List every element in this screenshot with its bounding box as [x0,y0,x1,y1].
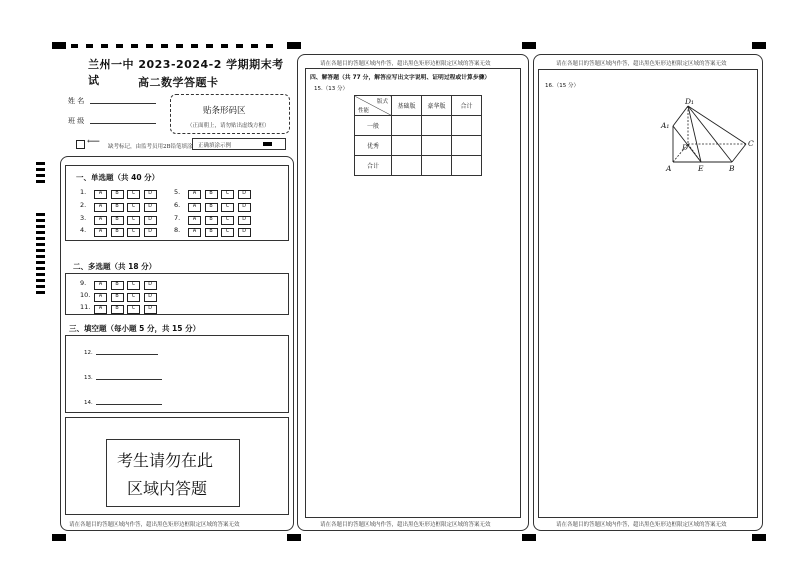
side-mark [36,243,45,246]
question-number: 6. [174,201,181,209]
question-number: 8. [174,226,181,234]
class-field[interactable] [68,116,84,126]
question-row[interactable] [174,201,254,212]
option-d[interactable]: D [144,216,157,225]
option-b[interactable]: B [111,203,124,212]
option-d[interactable]: D [238,190,251,199]
label-e: E [698,164,704,173]
option-c[interactable]: C [221,228,234,237]
side-mark [36,162,45,165]
notice-text: 请在各题目的答题区域内作答，超出黑色矩形边框限定区域的答案无效 [320,522,491,528]
fill-blank-title: 三、填空题（每小题 5 分，共 15 分） [69,324,201,333]
question-row[interactable] [80,279,160,290]
table-corner-cell [355,96,392,116]
side-mark [36,174,45,177]
option-d[interactable]: D [238,228,251,237]
no-answer-zone [65,417,289,515]
option-a[interactable]: A [94,203,107,212]
timing-mark [206,44,213,48]
label-a: A [666,164,672,173]
timing-mark [266,44,273,48]
question-row[interactable] [80,226,160,237]
question-row[interactable] [174,214,254,225]
timing-mark [161,44,168,48]
table-row [355,116,482,136]
notice-text: 请在各题目的答题区域内作答，超出黑色矩形边框限定区域的答案无效 [556,61,727,67]
option-c[interactable]: C [127,293,140,302]
single-choice-section [65,165,289,241]
answer-panel-middle [297,54,529,531]
option-c[interactable]: C [127,305,140,314]
option-a[interactable]: A [188,203,201,212]
row-label: 优秀 [355,136,392,156]
question-row[interactable] [80,188,160,199]
question-number: 3. [80,214,87,222]
answer-line[interactable] [96,354,158,355]
notice-text: 请在各题目的答题区域内作答，超出黑色矩形边框限定区域的答案无效 [69,522,240,528]
option-c[interactable]: C [127,216,140,225]
timing-mark [287,534,301,541]
option-b[interactable]: B [111,305,124,314]
name-field[interactable] [68,96,84,106]
question-number: 4. [80,226,87,234]
option-c[interactable]: C [127,190,140,199]
option-a[interactable]: A [94,216,107,225]
option-d[interactable]: D [144,190,157,199]
option-b[interactable]: B [205,190,218,199]
question-number: 14． [84,400,97,406]
question-number: 5. [174,188,181,196]
option-a[interactable]: A [94,293,107,302]
absent-mark-box[interactable] [76,140,85,149]
fill-example-label: 正确填涂示例 [198,143,232,149]
table-header-cell: 合计 [452,96,482,116]
side-mark [36,180,45,183]
row-label: 一般 [355,116,392,136]
option-c[interactable]: C [127,281,140,290]
answer-section-title: 四、解答题（共 77 分，解答应写出文字说明、证明过程或计算步骤） [310,75,491,81]
question-row[interactable] [174,226,254,237]
contingency-table [354,95,482,176]
option-b[interactable]: B [111,190,124,199]
class-label: 班 级 [68,117,85,125]
timing-mark [176,44,183,48]
blank-13[interactable] [84,373,97,381]
timing-mark [71,44,78,48]
option-a[interactable]: A [94,190,107,199]
arrow-left-icon: ⟵ [87,137,100,147]
table-cell[interactable] [422,136,452,156]
side-mark [36,237,45,240]
objective-panel [60,156,294,531]
side-mark [36,255,45,258]
table-cell[interactable] [452,136,482,156]
side-mark [36,231,45,234]
timing-mark [131,44,138,48]
edge-b-c [732,144,746,162]
question-number: 9. [80,279,87,287]
table-cell[interactable] [452,116,482,136]
q15-answer-box[interactable] [305,68,521,518]
name-label: 姓 名 [68,97,85,105]
option-b[interactable]: B [205,228,218,237]
side-mark [36,261,45,264]
option-a[interactable]: A [188,216,201,225]
timing-mark [522,534,536,541]
q16-label: 16.（15 分） [545,83,579,89]
table-row [355,156,482,176]
table-cell[interactable] [422,156,452,176]
timing-mark [116,44,123,48]
option-c[interactable]: C [221,203,234,212]
option-c[interactable]: C [127,203,140,212]
option-b[interactable]: B [111,228,124,237]
table-cell[interactable] [452,156,482,176]
question-number: 7. [174,214,181,222]
filled-sample [263,142,272,146]
timing-mark [236,44,243,48]
label-d1: D₁ [685,98,695,106]
question-number: 2. [80,201,87,209]
timing-mark [86,44,93,48]
side-mark [36,285,45,288]
timing-mark [146,44,153,48]
header-panel [58,50,294,156]
timing-mark [287,42,301,49]
timing-mark [752,534,766,541]
timing-mark [752,42,766,49]
question-row[interactable] [80,303,160,314]
option-d[interactable]: D [144,293,157,302]
row-label: 合计 [355,156,392,176]
no-answer-line1: 考生请勿在此 [117,451,214,470]
side-mark [36,273,45,276]
multi-choice-title: 二、多选题（共 18 分） [73,262,157,271]
question-number: 1. [80,188,87,196]
label-d: D [682,143,689,152]
question-number: 10. [80,291,91,299]
table-header-cell: 豪华版 [422,96,452,116]
geometry-figure [653,98,763,178]
table-cell[interactable] [392,156,422,176]
option-d[interactable]: D [238,203,251,212]
option-a[interactable]: A [94,305,107,314]
option-b[interactable]: B [205,216,218,225]
multi-choice-section [65,273,289,315]
answer-line[interactable] [96,379,162,380]
option-c[interactable]: C [221,216,234,225]
side-mark [36,225,45,228]
option-c[interactable]: C [127,228,140,237]
option-b[interactable]: B [111,293,124,302]
question-number: 11. [80,303,91,311]
option-d[interactable]: D [144,281,157,290]
table-cell[interactable] [392,116,422,136]
corner-top-label: 版式 [376,99,388,105]
table-row [355,136,482,156]
barcode-area [170,94,290,134]
exam-title: 兰州一中 2023-2024-2 学期期末考试 [88,58,284,87]
edge-a1-d1 [673,106,688,126]
table-cell[interactable] [392,136,422,156]
single-choice-title: 一、单选题（共 40 分） [76,173,160,182]
table-header-row [355,96,482,116]
timing-mark [52,42,66,49]
blank-14[interactable] [84,398,97,406]
option-b[interactable]: B [111,216,124,225]
side-mark [36,279,45,282]
table-cell[interactable] [422,116,452,136]
table-header-cell: 基础版 [392,96,422,116]
name-underline [90,103,156,104]
no-answer-frame [106,439,240,507]
answer-panel-right [533,54,763,531]
answer-line[interactable] [96,404,162,405]
question-row[interactable] [80,201,160,212]
question-row[interactable] [174,188,254,199]
option-a[interactable]: A [188,190,201,199]
label-c: C [748,139,754,148]
barcode-title: 贴条形码区 [203,106,246,116]
side-mark [36,249,45,252]
edge-d1-c [688,106,746,144]
option-b[interactable]: B [111,281,124,290]
side-mark [36,213,45,216]
blank-12[interactable] [84,348,97,356]
side-mark [36,168,45,171]
corner-bottom-label: 性能 [358,108,370,114]
option-b[interactable]: B [205,203,218,212]
absent-note: 缺考标记，由监考员用2B铅笔填涂 [108,144,193,150]
timing-mark [251,44,258,48]
option-d[interactable]: D [144,228,157,237]
question-row[interactable] [80,214,160,225]
q15-label: 15.（13 分） [314,86,348,92]
option-d[interactable]: D [144,305,157,314]
label-b: B [729,164,735,173]
card-title: 高二数学答题卡 [138,76,219,89]
fill-blank-section [65,335,289,413]
question-number: 13． [84,375,97,381]
side-mark [36,219,45,222]
timing-mark [101,44,108,48]
option-a[interactable]: A [94,281,107,290]
timing-mark [221,44,228,48]
notice-text: 请在各题目的答题区域内作答，超出黑色矩形边框限定区域的答案无效 [320,61,491,67]
option-a[interactable]: A [94,228,107,237]
barcode-note: （正面朝上，请勿贴出虚线方框） [187,123,270,129]
timing-mark [191,44,198,48]
timing-mark [522,42,536,49]
option-d[interactable]: D [238,216,251,225]
label-a1: A₁ [661,121,670,130]
q16-answer-box[interactable] [538,69,758,518]
side-mark [36,267,45,270]
question-number: 12． [84,350,97,356]
fill-example [192,138,286,150]
notice-text: 请在各题目的答题区域内作答，超出黑色矩形边框限定区域的答案无效 [556,522,727,528]
class-underline [90,123,156,124]
timing-mark [52,534,66,541]
option-c[interactable]: C [221,190,234,199]
no-answer-line2: 区域内答题 [127,479,208,498]
option-d[interactable]: D [144,203,157,212]
question-row[interactable] [80,291,160,302]
option-a[interactable]: A [188,228,201,237]
side-mark [36,291,45,294]
